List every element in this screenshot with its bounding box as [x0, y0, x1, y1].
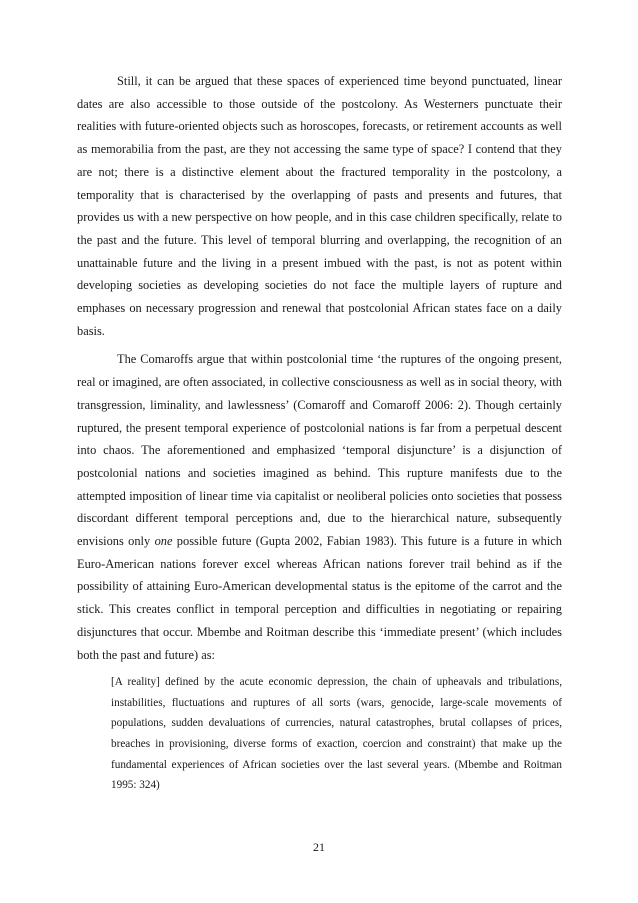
- paragraph-1: Still, it can be argued that these spaces of experienced time beyond punctuated, linear dates are also accessible to those outside of the postcolony. As Westerners punctuate their realities with future-oriented objects such as horoscopes, forecasts, or retirement accounts as well as memorabilia from the past, are they not accessing the same type of space? I contend that they are not; there is a distinctive element about the fractured temporality in the postcolony, a temporality that is characterised by the overlapping of pasts and presents and futures, that provides us with a new perspective on how people, and in this case children specifically, relate to the past and the future. This level of temporal blurring and overlapping, the recognition of an unattainable future and the living in a present imbued with the past, is not as potent within developing societies as developing societies do not face the multiple layers of rupture and emphases on necessary progression and renewal that postcolonial African states face on a daily basis.: [77, 74, 562, 338]
- page-number: 21: [313, 840, 325, 854]
- paragraph-2-text-before-emphasis: The Comaroffs argue that within postcolonial time ‘the ruptures of the ongoing present, real or imagined, are often associated, in collective consciousness as well as in social theory, with transgression, liminality, and lawlessness’ (Comaroff and Comaroff 2006: 2). Though certainly ruptured, the present temporal experience of postcolonial nations is far from a perpetual descent into chaos. The aforementioned and emphasized ‘temporal disjuncture’ is a disjunction of postcolonial nations and societies imagined as behind. This rupture manifests due to the attempted imposition of linear time via capitalist or neoliberal policies onto societies that possess discordant different temporal perceptions and, due to the hierarchical nature, subsequently envisions only: [77, 352, 562, 549]
- emphasized-word: one: [154, 534, 173, 549]
- paragraph-2: [77, 348, 562, 666]
- body-text: [77, 70, 562, 796]
- block-quote: [A reality] defined by the acute economic depression, the chain of upheavals and tribulations, instabilities, fluctuations and ruptures of all sorts (wars, genocide, large-scale movements of populations, sudden devaluations of currencies, natural catastrophes, brutal collapses of prices, breaches in provisioning, diverse forms of exaction, coercion and constraint) that make up the fundamental experiences of African societies over the last several years. (Mbembe and Roitman 1995: 324): [111, 676, 562, 792]
- paragraph-2-text-after-emphasis: possible future (Gupta 2002, Fabian 1983). This future is a future in which Euro-American nations forever excel whereas African nations forever trail behind as if the possibility of attaining Euro-American developmental status is the epitome of the carrot and the stick. This creates conflict in temporal perception and difficulties in negotiating or repairing disjunctures that occur. Mbembe and Roitman describe this ‘immediate present’ (which includes both the past and future) as:: [77, 534, 562, 662]
